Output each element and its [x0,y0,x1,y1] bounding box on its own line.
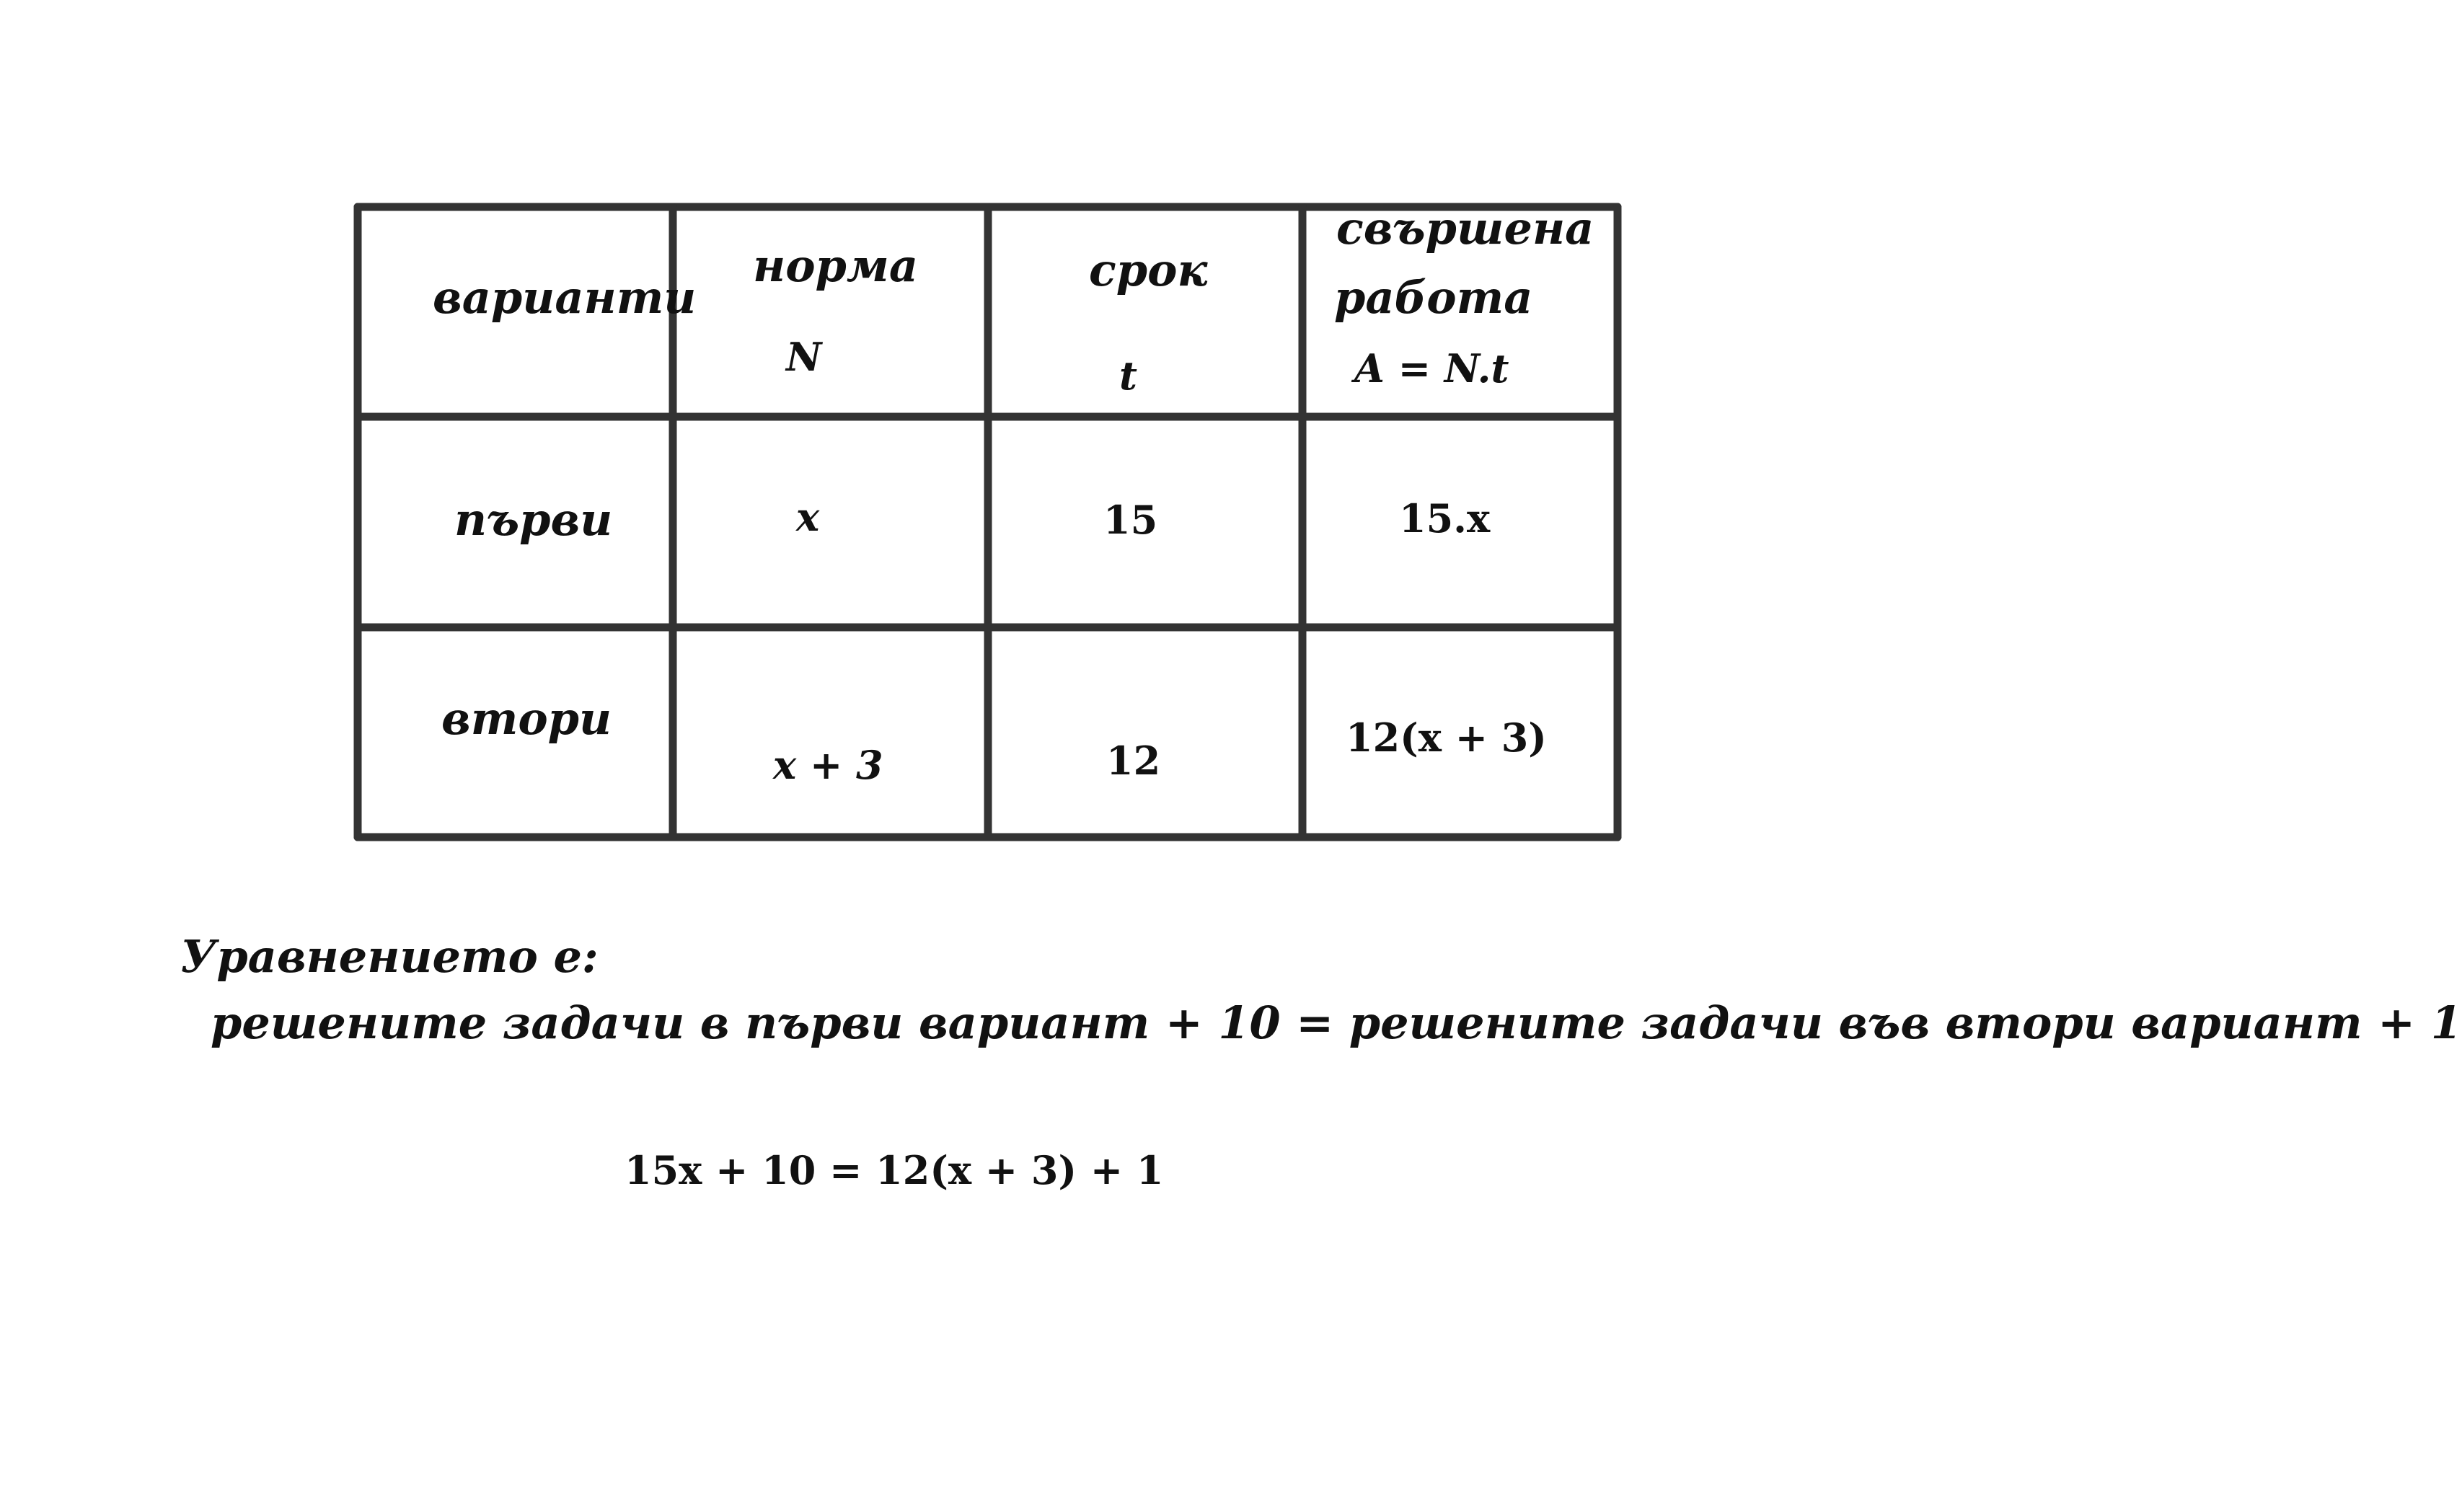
header-variants: варианти [433,271,697,324]
row1-work: 15.x [1399,495,1491,541]
row2-work: 12(x + 3) [1346,715,1547,761]
header-work-formula: A = N.t [1354,345,1509,392]
row1-norm: x [796,494,820,540]
header-work-line1: свършена [1336,202,1594,255]
row2-norm: x + 3 [773,742,883,788]
header-norm-label: норма [753,239,919,292]
header-norm-symbol: N [786,334,822,380]
row1-variant: първи [454,493,613,546]
header-deadline-symbol: t [1119,353,1137,399]
equation-formula: 15x + 10 = 12(x + 3) + 1 [625,1147,1164,1193]
row2-variant: втори [441,692,612,745]
header-work-line2: работа [1334,271,1533,324]
row2-deadline: 12 [1106,738,1161,784]
header-deadline-label: срок [1089,244,1208,296]
row1-deadline: 15 [1103,497,1158,543]
equation-title: Уравнението е: [180,930,599,983]
equation-verbal: решените задачи в първи вариант + 10 = решените задачи във втори вариант + 1 [211,996,2462,1049]
